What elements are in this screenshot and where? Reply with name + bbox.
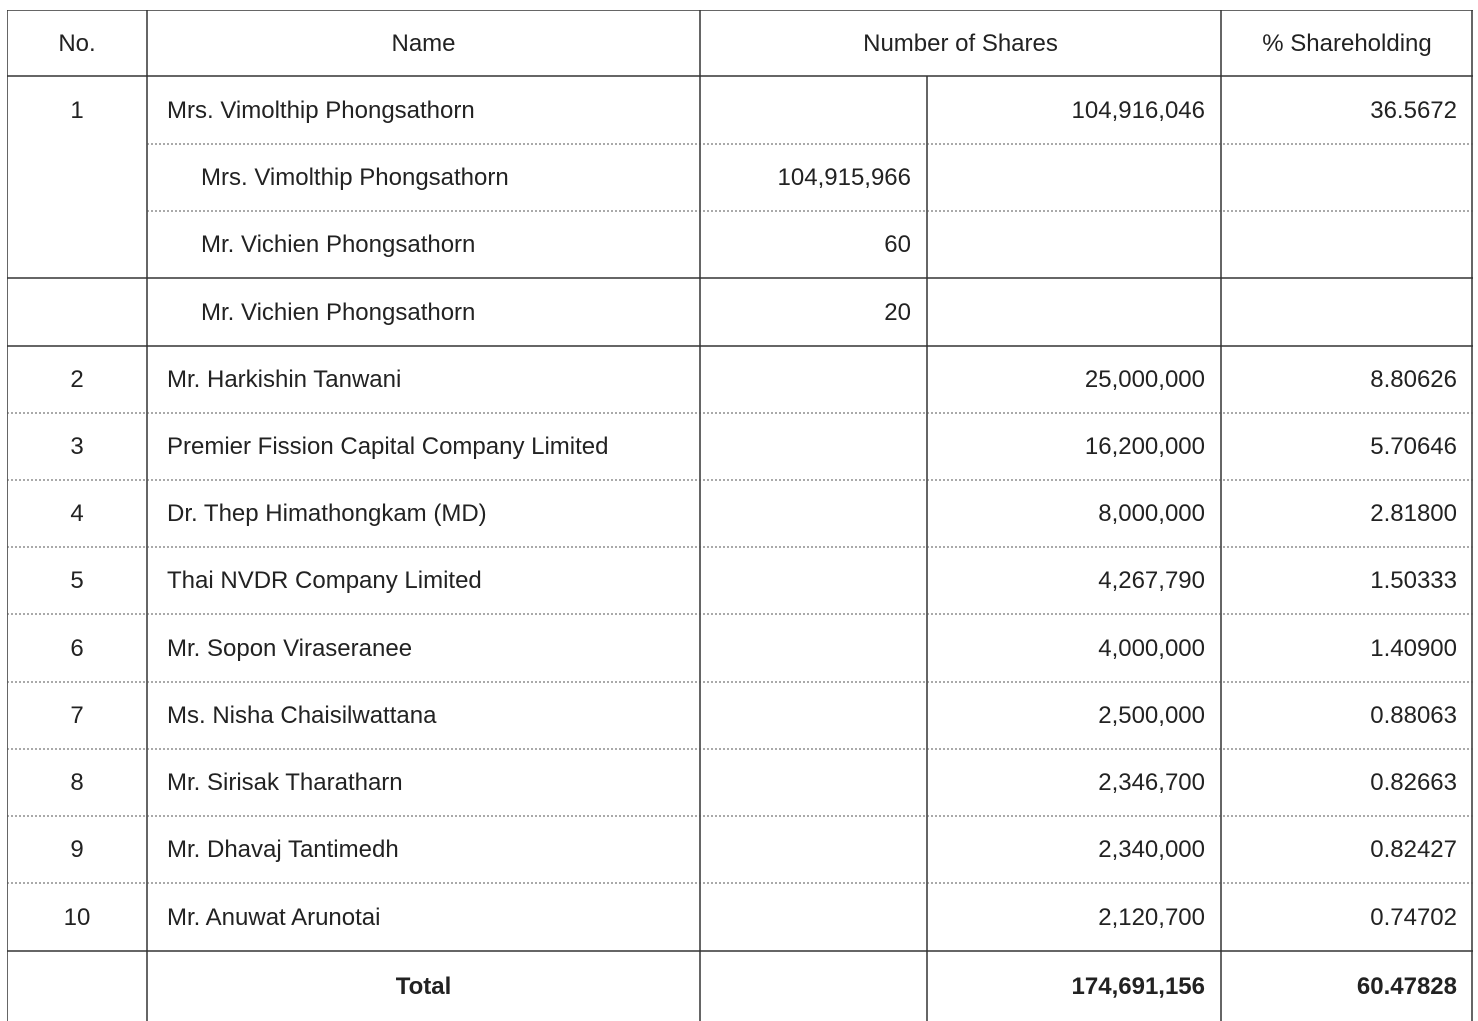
table-row-shares: 2,340,000	[1098, 836, 1205, 863]
total-label: Total	[395, 972, 452, 1000]
table-row-no: 9	[70, 836, 84, 863]
table-row-percent: 5.70646	[1370, 433, 1457, 460]
table-row-no: 7	[70, 702, 84, 729]
table-row-name: Mr. Sopon Viraseranee	[167, 634, 413, 662]
table-row-name: Mr. Anuwat Arunotai	[167, 903, 381, 931]
shareholder-table	[7, 10, 1473, 1021]
table-row-shares: 25,000,000	[1084, 366, 1205, 393]
table-row-name: Mr. Harkishin Tanwani	[167, 366, 402, 393]
table-row-no: 8	[70, 769, 84, 796]
table-subrow-name: Mr. Vichien Phongsathorn	[201, 231, 476, 258]
table-row-shares: 2,120,700	[1098, 903, 1205, 931]
table-row-no: 10	[63, 903, 91, 931]
table-row-percent: 8.80626	[1370, 366, 1457, 393]
table-row-shares: 4,000,000	[1098, 634, 1205, 662]
table-subrow-shares: 104,915,966	[777, 164, 911, 191]
table-subrow-shares: 60	[884, 231, 911, 258]
table-row-shares: 2,346,700	[1098, 769, 1205, 796]
table-row-no: 2	[70, 366, 84, 393]
table-row-percent: 0.82663	[1370, 769, 1457, 796]
table-row-name: Mr. Dhavaj Tantimedh	[167, 836, 399, 863]
table-row-shares: 16,200,000	[1084, 433, 1205, 460]
table-subrow-shares: 20	[884, 298, 911, 326]
table-row-no: 6	[70, 634, 84, 662]
table-row-percent: 1.40900	[1370, 634, 1457, 662]
table-subrow-name: Mrs. Vimolthip Phongsathorn	[201, 164, 509, 191]
table-row-no: 1	[70, 96, 84, 124]
table-row-percent: 1.50333	[1370, 567, 1457, 594]
header-name: Name	[391, 29, 456, 57]
table-row-shares: 4,267,790	[1098, 567, 1205, 594]
table-row-no: 5	[70, 567, 84, 594]
table-row-percent: 0.74702	[1370, 903, 1457, 931]
table-row-name: Ms. Nisha Chaisilwattana	[167, 702, 437, 729]
table-row-shares: 104,916,046	[1071, 96, 1205, 124]
table-row-shares: 2,500,000	[1098, 702, 1205, 729]
table-row-name: Mrs. Vimolthip Phongsathorn	[167, 96, 475, 124]
table-subrow-name: Mr. Vichien Phongsathorn	[201, 298, 476, 326]
table-row-percent: 2.81800	[1370, 500, 1457, 527]
table-row-no: 4	[70, 500, 84, 527]
table-row-name: Mr. Sirisak Tharatharn	[167, 769, 403, 796]
total-shares: 174,691,156	[1071, 972, 1205, 1000]
table-row-name: Thai NVDR Company Limited	[167, 567, 482, 594]
header-percent-shareholding: % Shareholding	[1262, 29, 1432, 57]
table-row-name: Dr. Thep Himathongkam (MD)	[167, 500, 487, 527]
table-row-percent: 36.5672	[1370, 96, 1457, 124]
header-no: No.	[58, 29, 96, 57]
header-number-of-shares: Number of Shares	[863, 29, 1058, 57]
total-percent: 60.47828	[1356, 972, 1457, 1000]
table-row-percent: 0.82427	[1370, 836, 1457, 863]
table-row-percent: 0.88063	[1370, 702, 1457, 729]
table-row-name: Premier Fission Capital Company Limited	[167, 433, 609, 460]
table-row-shares: 8,000,000	[1098, 500, 1205, 527]
table-row-no: 3	[70, 433, 84, 460]
